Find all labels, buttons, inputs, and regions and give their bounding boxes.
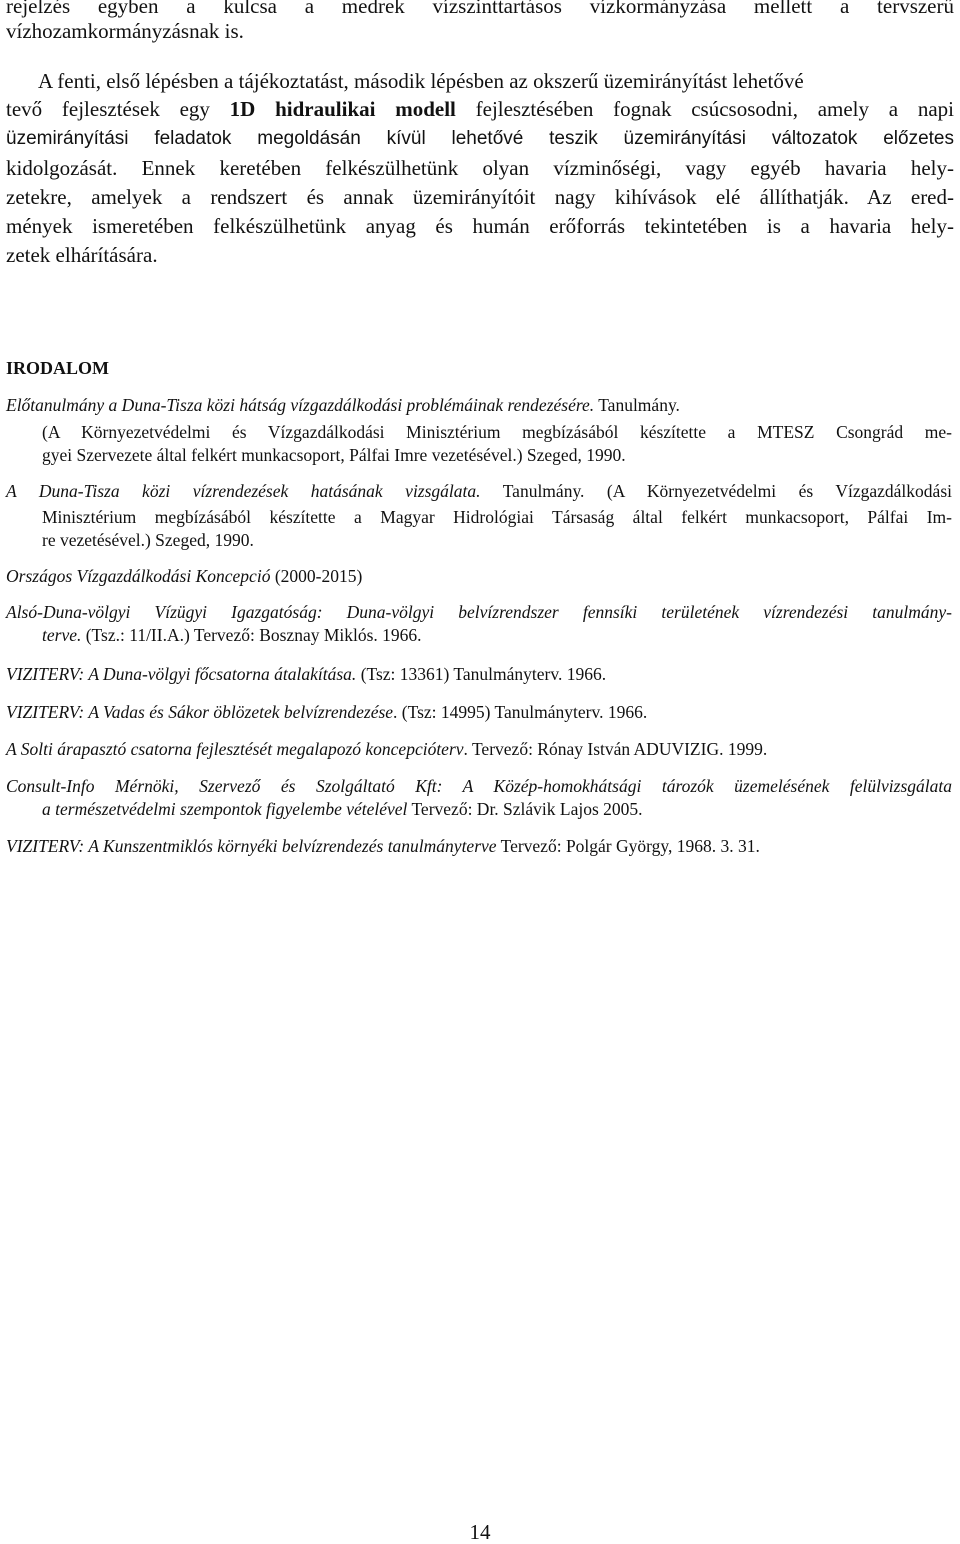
reference-title: VIZITERV: A Vadas és Sákor öblözetek belvízrendezése: [6, 702, 394, 722]
reference-item: [6, 738, 952, 761]
reference-item: [6, 835, 952, 858]
reference-text: Tanulmány. (A Környezetvédelmi és Vízgazdálkodási: [480, 481, 952, 501]
reference-item: [6, 565, 952, 588]
paragraph-text: fejlesztésében fognak csúcsosodni, amely a napi: [455, 97, 954, 121]
reference-text: Tervező: Polgár György, 1968. 3. 31.: [496, 836, 760, 856]
paragraph-text: tevő fejlesztések egy: [6, 97, 230, 121]
reference-title: a természetvédelmi szempontok figyelembe vételével: [42, 799, 408, 819]
reference-text: Tanulmány.: [594, 395, 680, 415]
reference-text: (Tsz: 13361) Tanulmányterv. 1966.: [356, 664, 607, 684]
reference-title: A Solti árapasztó csatorna fejlesztését megalapozó koncepcióterv: [6, 739, 464, 759]
reference-text: . (Tsz: 14995) Tanulmányterv. 1966.: [393, 702, 648, 722]
paragraph-line: kidolgozását. Ennek keretében felkészülhetünk olyan vízminőségi, vagy egyéb havaria hely-: [6, 156, 954, 180]
reference-title: VIZITERV: A Kunszentmiklós környéki belvízrendezés tanulmányterve: [6, 836, 497, 856]
reference-item: [6, 394, 952, 417]
reference-title: A Duna-Tisza közi vízrendezések hatásának vizsgálata.: [6, 481, 481, 501]
reference-text: (2000-2015): [270, 566, 363, 586]
paragraph-line: vízhozamkormányzásnak is.: [6, 19, 244, 43]
paragraph-line: A fenti, első lépésben a tájékoztatást, második lépésben az okszerű üzemirányítást lehetővé: [38, 69, 804, 93]
reference-line: [42, 624, 952, 647]
paragraph-line: [6, 96, 954, 122]
reference-line: [42, 798, 952, 821]
reference-item: [6, 480, 952, 503]
reference-item: [6, 701, 952, 724]
section-heading: IRODALOM: [6, 358, 109, 378]
reference-title: VIZITERV: A Duna-völgyi főcsatorna átalakítása.: [6, 664, 357, 684]
paragraph-line: rejelzés egyben a kulcsa a medrek vízszinttartásos vízkormányzása mellett a tervszerű: [6, 0, 954, 18]
paragraph-line: üzemirányítási feladatok megoldásán kívül lehetővé teszik üzemirányítási változatok előzetes: [6, 128, 954, 149]
reference-text: Tervező: Dr. Szlávik Lajos 2005.: [407, 799, 643, 819]
reference-item: [6, 775, 952, 798]
reference-text: . Tervező: Rónay István ADUVIZIG. 1999.: [463, 739, 768, 759]
reference-line: Minisztérium megbízásából készítette a Magyar Hidrológiai Társaság által felkért munkacsoport, Pálfai Im-: [42, 507, 952, 527]
paragraph-line: zetekre, amelyek a rendszert és annak üzemirányítóit nagy kihívások elé állíthatják. Az ered-: [6, 185, 954, 209]
reference-item: [6, 663, 952, 686]
paragraph-line: mények ismeretében felkészülhetünk anyag és humán erőforrás tekintetében is a havaria hely-: [6, 214, 954, 238]
page-number: 14: [469, 1520, 491, 1544]
reference-title: Alsó-Duna-völgyi Vízügyi Igazgatóság: Duna-völgyi belvízrendszer fennsíki területének vízrendezési tanulmány-: [6, 602, 952, 622]
paragraph-line: zetek elhárítására.: [6, 243, 158, 267]
reference-line: (A Környezetvédelmi és Vízgazdálkodási Minisztérium megbízásából készítette a MTESZ Csongrád me-: [42, 422, 952, 442]
reference-item: [6, 601, 952, 624]
reference-title: Előtanulmány a Duna-Tisza közi hátság vízgazdálkodási problémáinak rendezésére.: [6, 395, 595, 415]
reference-title: terve.: [42, 625, 82, 645]
emphasis-text: 1D hidraulikai modell: [229, 97, 456, 121]
reference-title: Consult-Info Mérnöki, Szervező és Szolgáltató Kft: A Közép-homokhátsági tározók üzemelésének felülvizsgálata: [6, 776, 952, 796]
reference-line: gyei Szervezete által felkért munkacsoport, Pálfai Imre vezetésével.) Szeged, 1990.: [42, 445, 626, 465]
reference-title: Országos Vízgazdálkodási Koncepció: [6, 566, 271, 586]
reference-text: (Tsz.: 11/II.A.) Tervező: Bosznay Miklós. 1966.: [81, 625, 422, 645]
reference-line: re vezetésével.) Szeged, 1990.: [42, 530, 254, 550]
